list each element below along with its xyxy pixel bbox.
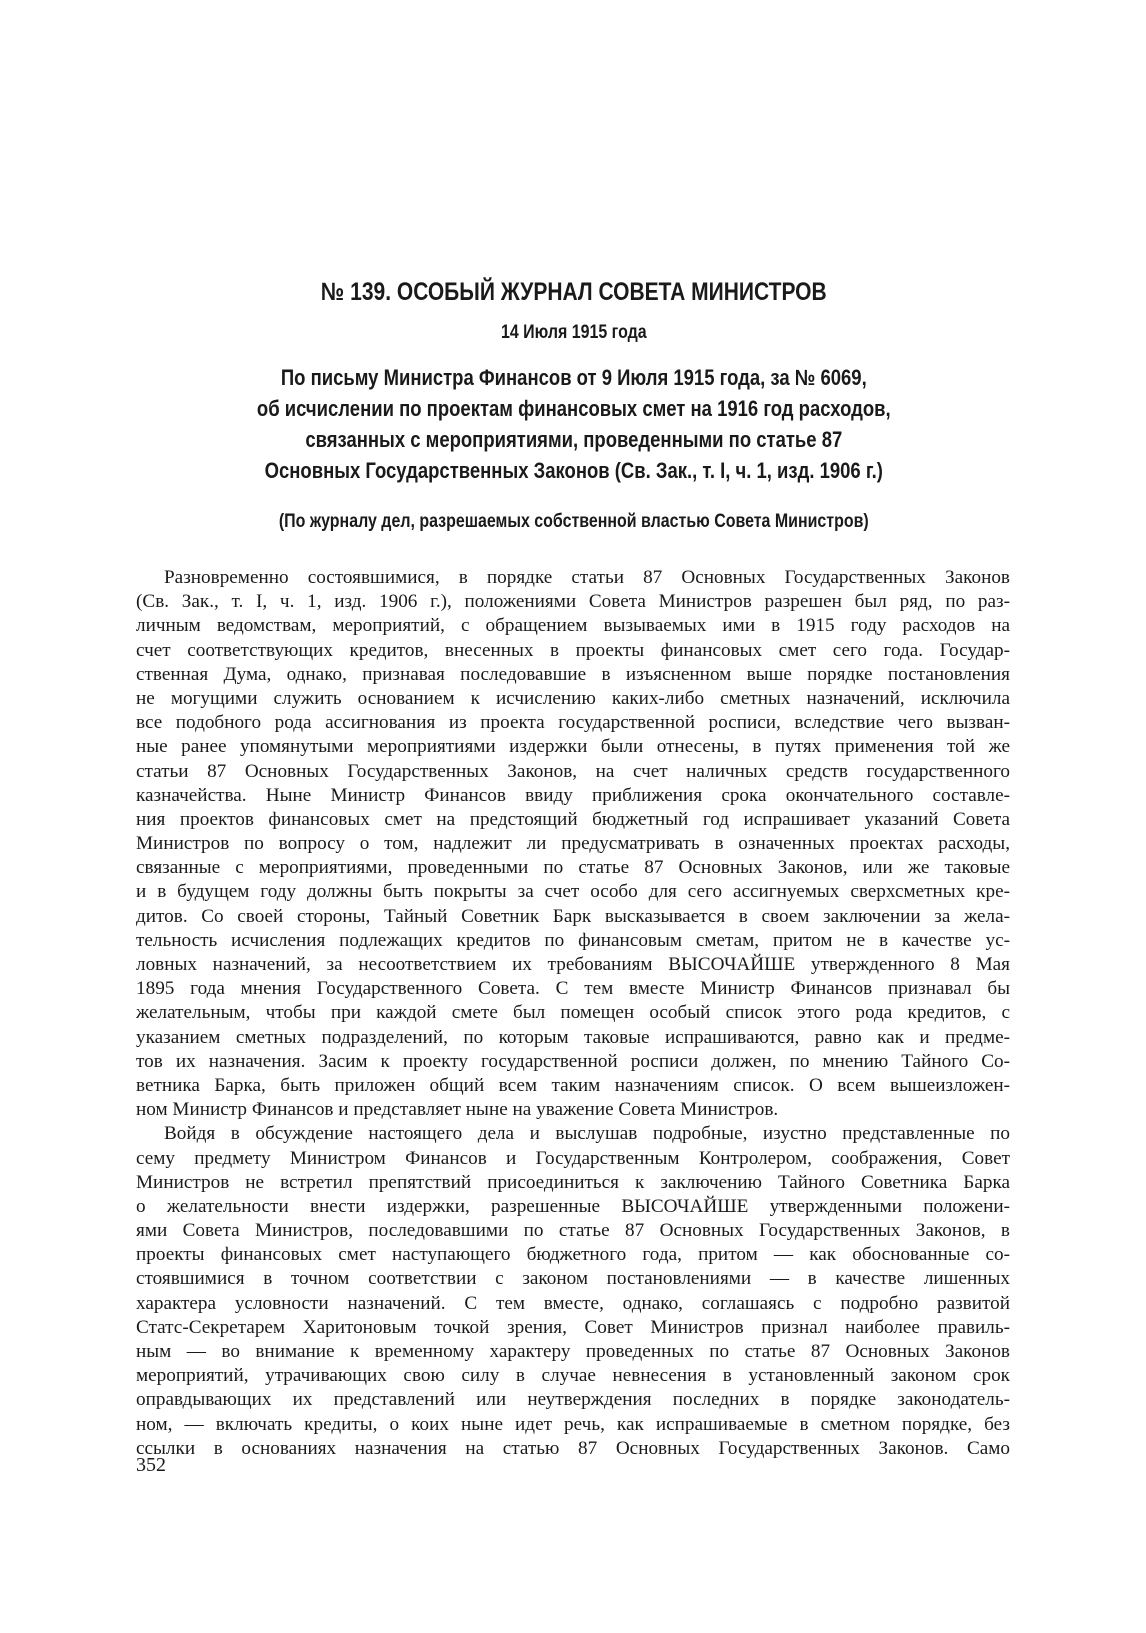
subject-line: По письму Министра Финансов от 9 Июля 1915 года, за № 6069, [280, 365, 867, 390]
body-line: Войдя в обсуждение настоящего дела и выслушав подробные, изустно представленные по [164, 1123, 1010, 1145]
body-line: ные ранее упомянутыми мероприятиями издержки были отнесены, в путях применения той же [136, 736, 1010, 758]
body-line: связанные с мероприятиями, проведенными по статье 87 Основных Законов, или же таковые [136, 857, 1010, 879]
body-line: желательным, чтобы при каждой смете был помещен особый список этого рода кредитов, с [136, 1002, 1010, 1024]
body-line: Статс-Секретарем Харитоновым точкой зрения, Совет Министров признал наиболее правиль- [136, 1316, 1010, 1338]
body-line: ния проектов финансовых смет на предстоящий бюджетный год испрашивает указаний Совета [136, 808, 1010, 830]
document-body [136, 566, 1010, 1461]
body-line: стоявшимися в точном соответствии с законом постановлениями — в качестве лишенных [136, 1268, 1010, 1290]
body-line: не могущими служить основанием к исчислению каких-либо сметных назначений, исключила [136, 687, 1010, 709]
body-line: тельность исчисления подлежащих кредитов по финансовым сметам, притом не в качестве ус- [136, 929, 1010, 951]
subject-line: Основных Государственных Законов (Св. Зак., т. I, ч. 1, изд. 1906 г.) [264, 458, 883, 483]
page-number: 352 [136, 1454, 166, 1476]
subject-line: об исчислении по проектам финансовых смет на 1916 год расходов, [256, 396, 891, 421]
body-line: характера условности назначений. С тем вместе, однако, соглашаясь с подробно развитой [136, 1292, 1010, 1314]
body-line: о желательности внести издержки, разрешенные ВЫСОЧАЙШЕ утвержденными положени- [136, 1195, 1010, 1217]
subject-line: связанных с мероприятиями, проведенными по статье 87 [305, 427, 843, 452]
document-date: 14 Июля 1915 года [500, 322, 647, 343]
body-line: проекты финансовых смет наступающего бюджетного года, притом — как обоснованные со- [136, 1244, 1010, 1266]
body-line: ссылки в основаниях назначения на статью 87 Основных Государственных Законов. Само [136, 1437, 1010, 1459]
body-line: Министров по вопросу о том, надлежит ли предусматривать в означенных проектах расходы, [136, 833, 1010, 855]
body-line: 1895 года мнения Государственного Совета. С тем вместе Министр Финансов признавал бы [136, 978, 1010, 1000]
body-line: и в будущем году должны быть покрыты за счет особо для сего ассигнуемых сверхсметных кре- [136, 881, 1010, 903]
body-line: ном, — включать кредиты, о коих ныне идет речь, как испрашиваемые в сметном порядке, без [136, 1413, 1010, 1435]
body-line: ным — во внимание к временному характеру проведенных по статье 87 Основных Законов [136, 1341, 1010, 1362]
body-line: статьи 87 Основных Государственных Законов, на счет наличных средств государственного [136, 760, 1010, 782]
body-line: Министров не встретил препятствий присоединиться к заключению Тайного Советника Барка [136, 1171, 1010, 1193]
body-line: счет соответствующих кредитов, внесенных в проекты финансовых смет сего года. Государ- [136, 639, 1010, 661]
body-line: тов их назначения. Засим к проекту государственной росписи должен, по мнению Тайного Со- [136, 1050, 1010, 1072]
body-line: (Св. Зак., т. I, ч. 1, изд. 1906 г.), положениями Совета Министров разрешен был ряд, по раз- [136, 591, 1010, 613]
body-line: ями Совета Министров, последовавшими по статье 87 Основных Государственных Законов, в [136, 1220, 1010, 1242]
body-line: ветника Барка, быть приложен общий всем таким назначениям список. О всем вышеизложен- [136, 1074, 1010, 1096]
body-line: личным ведомствам, мероприятий, с обращением вызываемых ими в 1915 году расходов на [136, 615, 1010, 637]
body-line: Разновременно состоявшимися, в порядке статьи 87 Основных Государственных Законов [164, 567, 1010, 588]
document-note: (По журналу дел, разрешаемых собственной властью Совета Министров) [278, 511, 869, 532]
body-line: оправдывающих их представлений или неутверждения последних в порядке законодатель- [136, 1389, 1010, 1411]
body-line: ном Министр Финансов и представляет ныне на уважение Совета Министров. [136, 1099, 779, 1121]
body-line: сему предмету Министром Финансов и Государственным Контролером, соображения, Совет [136, 1147, 1010, 1169]
body-line: дитов. Со своей стороны, Тайный Советник Барк высказывается в своем заключении за жела- [136, 905, 1010, 927]
body-line: мероприятий, утрачивающих свою силу в случае невнесения в установленный законом срок [136, 1365, 1010, 1387]
document-title: № 139. ОСОБЫЙ ЖУРНАЛ СОВЕТА МИНИСТРОВ [320, 278, 827, 306]
body-line: казначейства. Ныне Министр Финансов ввиду приближения срока окончательного составле- [136, 784, 1010, 806]
body-line: указанием сметных подразделений, по которым таковые испрашиваются, равно как и предме- [136, 1026, 1010, 1048]
body-line: ственная Дума, однако, признавая последовавшие в изъясненном выше порядке постановления [136, 663, 1010, 685]
body-line: все подобного рода ассигнования из проекта государственной росписи, вследствие чего вызван- [136, 712, 1010, 734]
document-subject [92, 362, 1055, 486]
body-line: ловных назначений, за несоответствием их требованиям ВЫСОЧАЙШЕ утвержденного 8 Мая [136, 954, 1010, 975]
